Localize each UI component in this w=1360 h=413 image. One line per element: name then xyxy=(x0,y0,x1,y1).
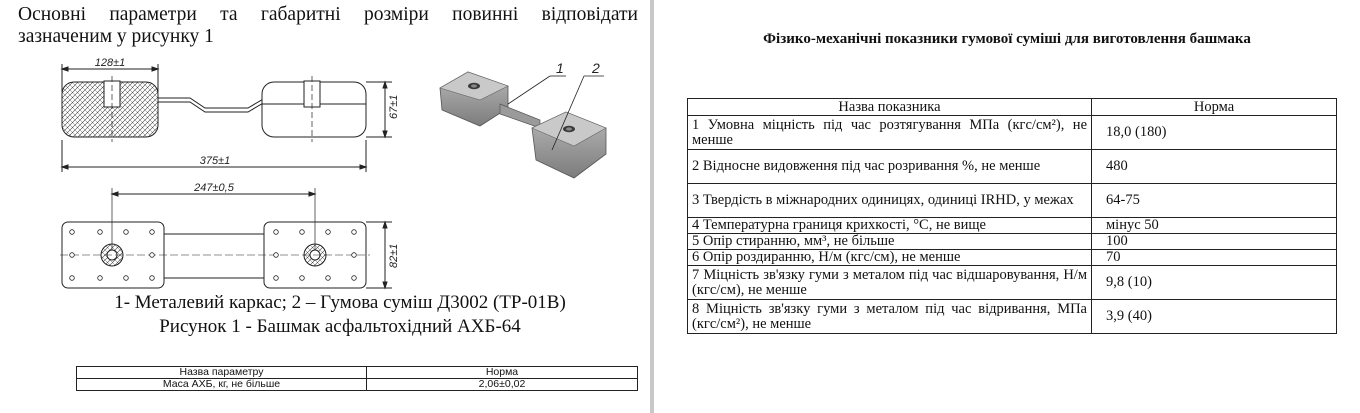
right-page xyxy=(654,0,1360,413)
figure-legend: 1- Металевий каркас; 2 – Гумова суміш Д3002 (ТР-01В) xyxy=(114,292,566,313)
table-cell-name: 2 Відносне видовження під час розривання %, не менше xyxy=(688,150,1092,184)
table-header-cell: Норма xyxy=(1092,99,1337,116)
shoe-3d-render xyxy=(440,72,606,178)
table-row xyxy=(688,300,1337,334)
table-cell-name: 8 Міцність зв'язку гуми з металом під час відривання, МПа (кгс/см²), не менше xyxy=(688,300,1092,334)
callout-1-label: 1 xyxy=(556,60,564,76)
table-header-cell: Назва параметру xyxy=(77,367,367,379)
table-cell-name: 4 Температурна границя крихкості, °С, не вище xyxy=(688,218,1092,234)
side-view xyxy=(62,57,400,172)
dim-width-label: 128±1 xyxy=(94,57,126,69)
dim-plate-height-label: 82±1 xyxy=(388,243,400,268)
table-cell-name: 6 Опір роздиранню, Н/м (кгс/см), не менше xyxy=(688,250,1092,266)
left-page xyxy=(0,0,650,413)
intro-line-2: зазначеним у рисунку 1 xyxy=(18,26,214,47)
properties-table xyxy=(687,98,1337,334)
table-row xyxy=(688,266,1337,300)
dim-height-label: 67±1 xyxy=(388,94,400,119)
table-cell-name: 5 Опір стиранню, мм³, не більше xyxy=(688,234,1092,250)
table-header-row xyxy=(77,367,638,379)
table-cell: 2,06±0,02 xyxy=(367,379,638,391)
plan-view xyxy=(60,182,400,288)
technical-drawing xyxy=(0,0,650,290)
table-cell-name: 7 Міцність зв'язку гуми з металом під час відшаровування, Н/м (кгс/см), не менше xyxy=(688,266,1092,300)
table-cell-value: 480 xyxy=(1092,150,1337,184)
table-cell: Маса АХБ, кг, не більше xyxy=(77,379,367,391)
table-header-row xyxy=(688,99,1337,116)
callout-2-label: 2 xyxy=(592,60,600,76)
table-cell-value: 18,0 (180) xyxy=(1092,116,1337,150)
table-cell-value: 100 xyxy=(1092,234,1337,250)
table-cell-value: 70 xyxy=(1092,250,1337,266)
intro-line-1: Основні параметри та габаритні розміри повинні відповідати xyxy=(18,4,638,25)
table-header-cell: Назва показника xyxy=(688,99,1092,116)
table-row xyxy=(688,250,1337,266)
table-row xyxy=(77,379,638,391)
table-row xyxy=(688,150,1337,184)
table-title: Фізико-механічні показники гумової суміші для виготовлення башмака xyxy=(763,31,1251,47)
figure-caption: Рисунок 1 - Башмак асфальтохідний АХБ-64 xyxy=(159,316,521,337)
table-row xyxy=(688,184,1337,218)
table-header-cell: Норма xyxy=(367,367,638,379)
table-row xyxy=(688,218,1337,234)
table-cell-value: 3,9 (40) xyxy=(1092,300,1337,334)
table-cell-name: 1 Умовна міцність під час розтягування МПа (кгс/см²), не менше xyxy=(688,116,1092,150)
table-row xyxy=(688,234,1337,250)
table-cell-value: 64-75 xyxy=(1092,184,1337,218)
table-cell-value: мінус 50 xyxy=(1092,218,1337,234)
table-cell-value: 9,8 (10) xyxy=(1092,266,1337,300)
mass-table xyxy=(76,366,638,391)
dim-length-label: 375±1 xyxy=(199,155,231,167)
table-cell-name: 3 Твердість в міжнародних одиницях, одиниці IRHD, у межах xyxy=(688,184,1092,218)
dim-hole-spacing-label: 247±0,5 xyxy=(194,182,234,194)
table-row xyxy=(688,116,1337,150)
